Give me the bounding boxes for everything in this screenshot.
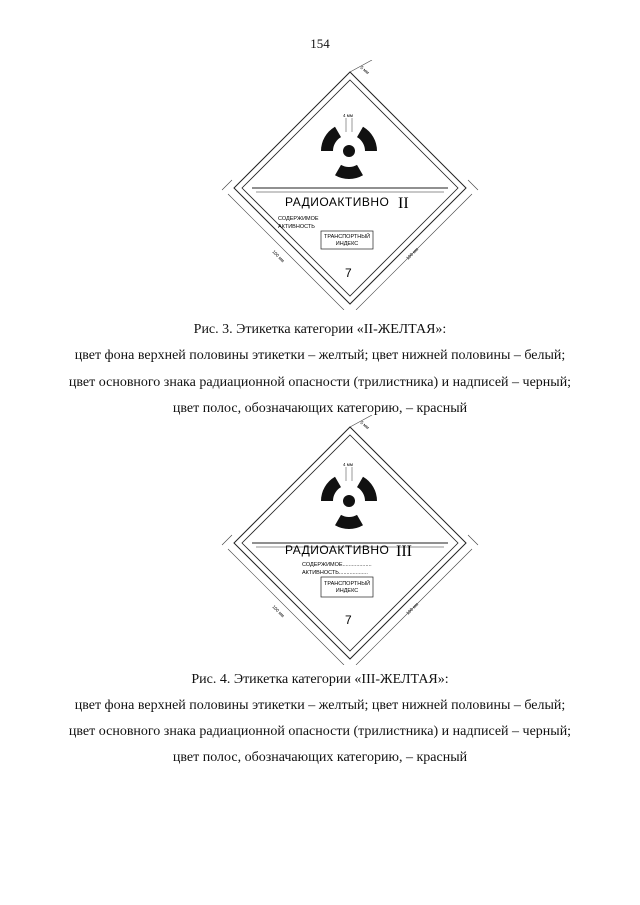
dim-left-text: 100 мм: [271, 249, 286, 264]
dim-trefoil-text: 4 мм: [343, 462, 353, 467]
figure-4-caption-line: цвет фона верхней половины этикетки – желтый; цвет нижней половины – белый;: [74, 698, 566, 713]
label-contents: СОДЕРЖИМОЕ...................: [302, 562, 372, 568]
class-number: 7: [345, 613, 352, 627]
dim-left-text: 100 мм: [271, 604, 286, 619]
label-title: РАДИОАКТИВНО: [285, 543, 390, 557]
dim-tick-right: [468, 535, 478, 545]
label-activity: АКТИВНОСТЬ: [278, 224, 315, 230]
dim-right-text: 100 мм: [405, 601, 420, 616]
transport-index-label-2: ИНДЕКС: [335, 588, 359, 594]
label-activity: АКТИВНОСТЬ...................: [302, 570, 368, 576]
class-number: 7: [345, 266, 352, 280]
label-category: II: [398, 195, 409, 212]
radiation-trefoil-icon: [318, 125, 380, 179]
figure-4-caption-title: Рис. 4. Этикетка категории «III-ЖЕЛТАЯ»:: [191, 672, 449, 687]
figure-4: [0, 415, 640, 665]
figure-3: [0, 60, 640, 310]
figure-3-caption-line: цвет полос, обозначающих категорию, – красный: [172, 401, 468, 416]
figure-4-caption-line: цвет полос, обозначающих категорию, – красный: [172, 750, 468, 765]
transport-index-box: [321, 577, 373, 597]
label-contents: СОДЕРЖИМОЕ: [278, 216, 319, 222]
label-category: III: [396, 543, 412, 560]
radiation-trefoil-icon: [318, 475, 380, 529]
figure-3-caption-line: цвет фона верхней половины этикетки – желтый; цвет нижней половины – белый;: [74, 348, 566, 363]
transport-index-label-2: ИНДЕКС: [335, 241, 359, 247]
transport-index-label-1: ТРАНСПОРТНЫЙ: [323, 234, 371, 240]
figure-4-caption-line: цвет основного знака радиационной опасности (трилистника) и надписей – черный;: [68, 724, 572, 739]
dim-tick-right: [468, 180, 478, 190]
figure-3-caption-line: цвет основного знака радиационной опасности (трилистника) и надписей – черный;: [68, 375, 572, 390]
hazard-label-diagram: [0, 415, 640, 665]
dim-right-text: 100 мм: [405, 246, 420, 261]
dim-line-left: [228, 194, 344, 310]
dim-tick-left: [222, 535, 232, 545]
dim-top-text: 5 мм: [359, 64, 371, 76]
label-title: РАДИОАКТИВНО: [285, 195, 390, 209]
figure-3-caption-title: Рис. 3. Этикетка категории «II-ЖЕЛТАЯ»:: [193, 322, 447, 337]
transport-index-label-1: ТРАНСПОРТНЫЙ: [323, 581, 371, 587]
dim-top-text: 5 мм: [359, 419, 371, 431]
dim-trefoil-text: 4 мм: [343, 113, 353, 118]
hazard-label-diagram: [0, 60, 640, 310]
dim-tick-left: [222, 180, 232, 190]
page-number: 154: [310, 36, 330, 51]
